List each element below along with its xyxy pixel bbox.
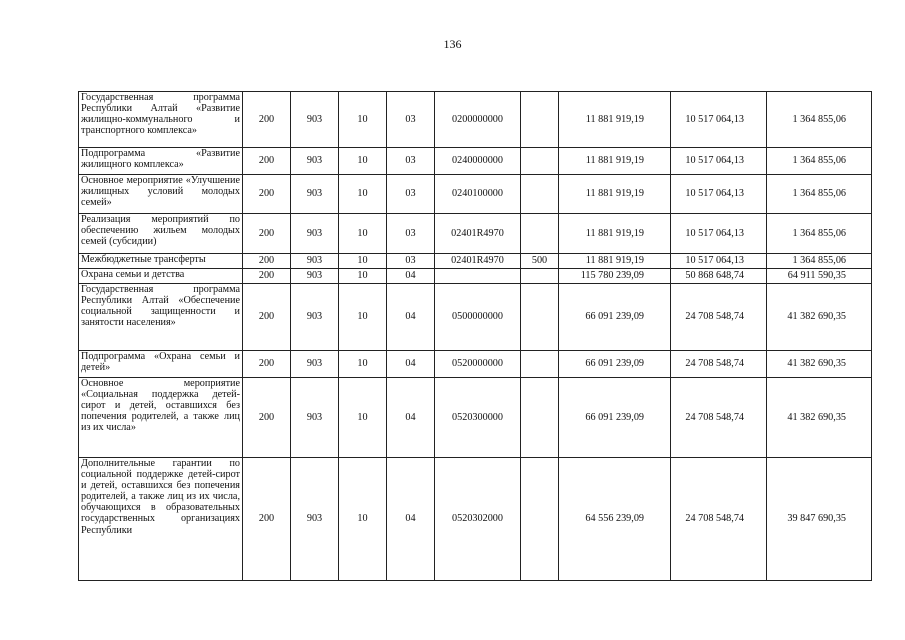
row-name-cell: Основное мероприятие «Улучшение жилищных условий молодых семей» — [79, 175, 243, 214]
section-cell: 10 — [339, 254, 387, 269]
admin-code-cell: 200 — [243, 284, 291, 351]
table-row — [79, 148, 872, 175]
section-cell: 10 — [339, 148, 387, 175]
ministry-code-cell: 903 — [291, 269, 339, 284]
amount-2-cell: 24 708 548,74 — [671, 351, 767, 378]
amount-3-cell: 1 364 855,06 — [767, 214, 872, 254]
target-article-cell: 0520000000 — [435, 351, 521, 378]
amount-2-cell: 10 517 064,13 — [671, 254, 767, 269]
expense-type-cell — [521, 175, 559, 214]
subsection-cell: 04 — [387, 269, 435, 284]
expense-type-cell — [521, 214, 559, 254]
row-name-cell: Подпрограмма «Развитие жилищного комплекса» — [79, 148, 243, 175]
admin-code-cell: 200 — [243, 254, 291, 269]
section-cell: 10 — [339, 269, 387, 284]
row-name-cell: Дополнительные гарантии по социальной поддержке детей-сирот и детей, оставшихся без попечения родителей, а также лиц из их числа, обучающихся в образовательных государственных организациях Республики — [79, 458, 243, 581]
amount-2-cell: 10 517 064,13 — [671, 148, 767, 175]
amount-2-cell: 24 708 548,74 — [671, 378, 767, 458]
section-cell: 10 — [339, 92, 387, 148]
ministry-code-cell: 903 — [291, 148, 339, 175]
amount-3-cell: 41 382 690,35 — [767, 378, 872, 458]
ministry-code-cell: 903 — [291, 378, 339, 458]
amount-3-cell: 1 364 855,06 — [767, 254, 872, 269]
total-amount-cell: 11 881 919,19 — [559, 92, 671, 148]
total-amount-cell: 66 091 239,09 — [559, 284, 671, 351]
subsection-cell: 03 — [387, 254, 435, 269]
amount-3-cell: 1 364 855,06 — [767, 92, 872, 148]
target-article-cell: 0520300000 — [435, 378, 521, 458]
subsection-cell: 03 — [387, 148, 435, 175]
row-name-cell: Охрана семьи и детства — [79, 269, 243, 284]
subsection-cell: 03 — [387, 92, 435, 148]
table-row — [79, 458, 872, 581]
expense-type-cell — [521, 148, 559, 175]
amount-3-cell: 1 364 855,06 — [767, 175, 872, 214]
subsection-cell: 04 — [387, 378, 435, 458]
amount-2-cell: 24 708 548,74 — [671, 458, 767, 581]
expense-type-cell — [521, 284, 559, 351]
row-name-cell: Реализация мероприятий по обеспечению жильем молодых семей (субсидии) — [79, 214, 243, 254]
admin-code-cell: 200 — [243, 214, 291, 254]
admin-code-cell: 200 — [243, 269, 291, 284]
page-number: 136 — [443, 37, 462, 51]
subsection-cell: 03 — [387, 175, 435, 214]
expense-type-cell: 500 — [521, 254, 559, 269]
target-article-cell: 02401R4970 — [435, 254, 521, 269]
row-name-cell: Государственная программа Республики Алтай «Обеспечение социальной защищенности и занятости населения» — [79, 284, 243, 351]
total-amount-cell: 11 881 919,19 — [559, 175, 671, 214]
total-amount-cell: 11 881 919,19 — [559, 148, 671, 175]
admin-code-cell: 200 — [243, 351, 291, 378]
row-name-cell: Государственная программа Республики Алтай «Развитие жилищно-коммунального и транспортного комплекса» — [79, 92, 243, 148]
total-amount-cell: 66 091 239,09 — [559, 351, 671, 378]
section-cell: 10 — [339, 378, 387, 458]
table-row — [79, 214, 872, 254]
section-cell: 10 — [339, 284, 387, 351]
admin-code-cell: 200 — [243, 458, 291, 581]
target-article-cell: 0520302000 — [435, 458, 521, 581]
amount-2-cell: 10 517 064,13 — [671, 92, 767, 148]
admin-code-cell: 200 — [243, 148, 291, 175]
row-name-cell: Межбюджетные трансферты — [79, 254, 243, 269]
row-name-cell: Основное мероприятие «Социальная поддержка детей-сирот и детей, оставшихся без попечения родителей, а также лиц из их числа» — [79, 378, 243, 458]
table-row — [79, 254, 872, 269]
amount-3-cell: 64 911 590,35 — [767, 269, 872, 284]
ministry-code-cell: 903 — [291, 284, 339, 351]
table-row — [79, 92, 872, 148]
table-row — [79, 284, 872, 351]
total-amount-cell: 11 881 919,19 — [559, 214, 671, 254]
expense-type-cell — [521, 378, 559, 458]
table-row — [79, 175, 872, 214]
ministry-code-cell: 903 — [291, 92, 339, 148]
amount-2-cell: 50 868 648,74 — [671, 269, 767, 284]
ministry-code-cell: 903 — [291, 175, 339, 214]
admin-code-cell: 200 — [243, 378, 291, 458]
subsection-cell: 03 — [387, 214, 435, 254]
ministry-code-cell: 903 — [291, 254, 339, 269]
table-row — [79, 351, 872, 378]
amount-2-cell: 10 517 064,13 — [671, 214, 767, 254]
target-article-cell: 0240100000 — [435, 175, 521, 214]
section-cell: 10 — [339, 175, 387, 214]
target-article-cell: 0240000000 — [435, 148, 521, 175]
section-cell: 10 — [339, 214, 387, 254]
section-cell: 10 — [339, 458, 387, 581]
budget-table — [78, 91, 872, 581]
subsection-cell: 04 — [387, 284, 435, 351]
section-cell: 10 — [339, 351, 387, 378]
expense-type-cell — [521, 351, 559, 378]
target-article-cell — [435, 269, 521, 284]
table-row — [79, 378, 872, 458]
admin-code-cell: 200 — [243, 92, 291, 148]
expense-type-cell — [521, 458, 559, 581]
target-article-cell: 0200000000 — [435, 92, 521, 148]
admin-code-cell: 200 — [243, 175, 291, 214]
row-name-cell: Подпрограмма «Охрана семьи и детей» — [79, 351, 243, 378]
amount-2-cell: 10 517 064,13 — [671, 175, 767, 214]
target-article-cell: 02401R4970 — [435, 214, 521, 254]
amount-3-cell: 39 847 690,35 — [767, 458, 872, 581]
ministry-code-cell: 903 — [291, 351, 339, 378]
amount-3-cell: 41 382 690,35 — [767, 351, 872, 378]
ministry-code-cell: 903 — [291, 214, 339, 254]
amount-3-cell: 41 382 690,35 — [767, 284, 872, 351]
total-amount-cell: 66 091 239,09 — [559, 378, 671, 458]
expense-type-cell — [521, 92, 559, 148]
total-amount-cell: 64 556 239,09 — [559, 458, 671, 581]
total-amount-cell: 115 780 239,09 — [559, 269, 671, 284]
expense-type-cell — [521, 269, 559, 284]
subsection-cell: 04 — [387, 351, 435, 378]
subsection-cell: 04 — [387, 458, 435, 581]
total-amount-cell: 11 881 919,19 — [559, 254, 671, 269]
target-article-cell: 0500000000 — [435, 284, 521, 351]
ministry-code-cell: 903 — [291, 458, 339, 581]
table-row — [79, 269, 872, 284]
amount-3-cell: 1 364 855,06 — [767, 148, 872, 175]
amount-2-cell: 24 708 548,74 — [671, 284, 767, 351]
